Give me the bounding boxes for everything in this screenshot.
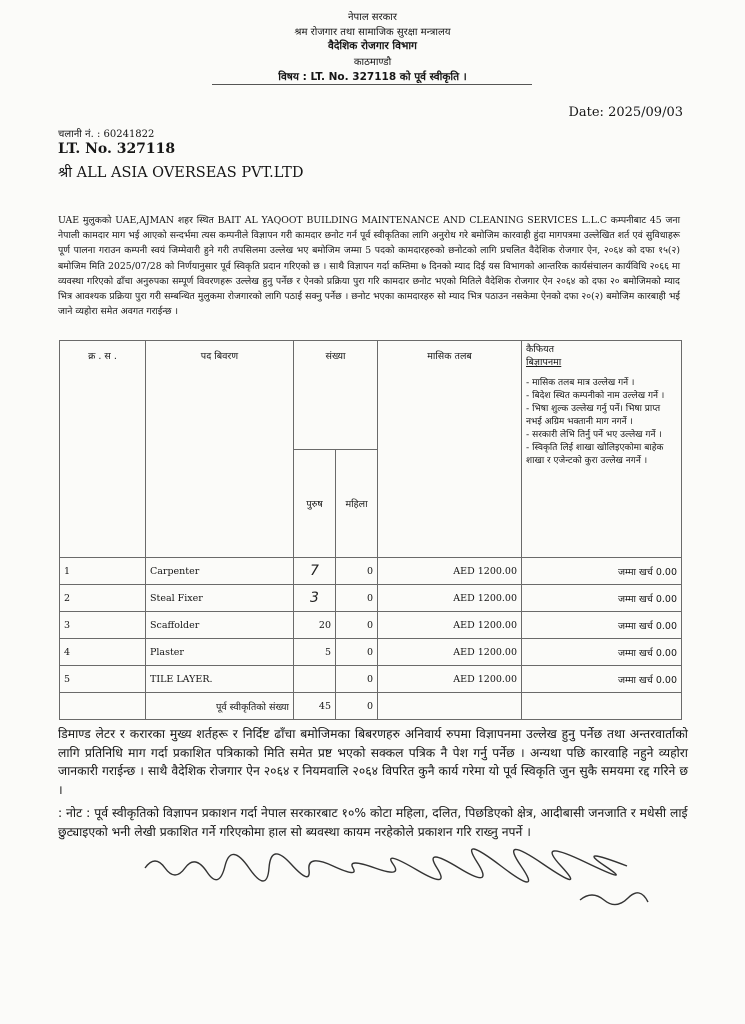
remarks-item: - बिदेश स्थित कम्पनीको नाम उल्लेख गर्ने । [526,391,665,401]
row-post: TILE LAYER. [146,666,294,693]
row-male: 20 [294,612,336,639]
dispatch-number: चलानी नं. : 60241822 [58,129,155,140]
header-male: पुरुष [294,450,336,558]
header-sn: क्र . स . [60,341,146,558]
row-total: जम्मा खर्च 0.00 [522,585,682,612]
row-total: जम्मा खर्च 0.00 [522,639,682,666]
row-salary: AED 1200.00 [378,666,522,693]
row-male: 7 [294,558,336,585]
row-total: जम्मा खर्च 0.00 [522,558,682,585]
header-salary: मासिक तलब [378,341,522,558]
subject-underline [212,84,532,85]
subject-line: विषय : LT. No. 327118 को पूर्व स्वीकृति । [278,71,467,83]
row-female: 0 [336,639,378,666]
remarks-cell [522,341,682,558]
lt-number: LT. No. 327118 [58,141,176,157]
row-total: जम्मा खर्च 0.00 [522,612,682,639]
remarks-subtitle: बिज्ञापनमा [526,357,562,368]
row-total: जम्मा खर्च 0.00 [522,666,682,693]
row-sn: 2 [60,585,146,612]
total-remarks-empty [522,693,682,720]
department-name: वैदेशिक रोजगार विभाग [328,40,417,52]
row-salary: AED 1200.00 [378,558,522,585]
row-post: Plaster [146,639,294,666]
total-row [60,693,682,720]
remarks-item: - मासिक तलब मात्र उल्लेख गर्ने । [526,378,635,388]
ministry-name: श्रम रोजगार तथा सामाजिक सुरक्षा मन्त्रालय [294,27,451,38]
remarks-item: - भिषा शुल्क उल्लेख गर्नु पर्ने। भिषा प्राप्त नभई अग्रिम भक्तानी माग नगर्ने । [526,404,661,427]
row-post: Carpenter [146,558,294,585]
city-name: काठमाण्डौ [353,57,392,68]
handwritten-annotation [140,848,680,918]
row-male: 5 [294,639,336,666]
row-female: 0 [336,612,378,639]
row-sn: 3 [60,612,146,639]
header-post: पद बिवरण [146,341,294,558]
row-salary: AED 1200.00 [378,639,522,666]
row-sn: 1 [60,558,146,585]
remarks-list [526,377,677,468]
table-row [60,558,682,585]
table-row [60,585,682,612]
row-post: Scaffolder [146,612,294,639]
total-label: पूर्व स्वीकृतिको संख्या [146,693,294,720]
addressee: श्री ALL ASIA OVERSEAS PVT.LTD [58,165,304,181]
row-sn: 4 [60,639,146,666]
remarks-title: कैफियत [526,344,555,355]
note-paragraph: : नोट : पूर्व स्वीकृतिको विज्ञापन प्रकाशन गर्दा नेपाल सरकारबाट १०% कोटा महिला, दलित, पिछडिएको क्षेत्र, आदीबासी जनजाति र मधेसी लाई छुट्याइएको भनी लेखी प्रकाशित गर्ने गरिएकोमा हाल सो ब्यवस्था कायम नरहेकोले प्रकाशन गरि राख्नु नपर्ने । [58,806,688,839]
row-salary: AED 1200.00 [378,612,522,639]
row-female: 0 [336,558,378,585]
row-male [294,666,336,693]
total-empty [60,693,146,720]
row-sn: 5 [60,666,146,693]
office-line-1: नेपाल सरकार [348,12,397,23]
remarks-item: - सरकारी लेभि तिर्नु पर्ने भए उल्लेख गर्ने । [526,430,662,440]
row-female: 0 [336,666,378,693]
row-female: 0 [336,585,378,612]
header-count: संख्या [294,341,378,450]
footer-paragraph: डिमाण्ड लेटर र करारका मुख्य शर्तहरू र निर्दिष्ट ढाँचा बमोजिमका बिबरणहरु अनिवार्य रुपमा विज्ञापनमा उल्लेख हुनु पर्नेछ तथा अन्तरवार्ताको लागि प्रतिनिधि माग गर्दा प्रकाशित पत्रिकाको मिति समेत प्रष्ट भएको सक्कल पत्रिक नै पेश गर्नु पर्नेछ । अन्यथा पछि कारवाहि नहुने व्यहोरा जानकारी गराईन्छ । साथै वैदेशिक रोजगार ऐन २०६४ र नियमवालि २०६४ विपरित कुनै कार्य गरेमा यो पूर्व स्विकृति जुन सुकै समयमा रद्द गरिने छ । [58,727,688,797]
total-male: 45 [294,693,336,720]
total-female: 0 [336,693,378,720]
row-salary: AED 1200.00 [378,585,522,612]
row-post: Steal Fixer [146,585,294,612]
letter-date: Date: 2025/09/03 [568,105,683,120]
table-row [60,666,682,693]
approval-table [59,340,682,720]
table-row [60,612,682,639]
remarks-item: - स्विकृति लिई शाखा खोलिइएकोमा बाहेक शाखा र एजेन्टको कुरा उल्लेख नगर्ने । [526,443,664,466]
row-male: 3 [294,585,336,612]
body-paragraph: UAE मुलुकको UAE,AJMAN शहर स्थित BAIT AL YAQOOT BUILDING MAINTENANCE AND CLEANING SERVICES L.L.C कम्पनीबाट 45 जना नेपाली कामदार माग भई आएको सन्दर्भमा त्यस कम्पनीले विज्ञापन गरी कामदार छनोट गर्न पूर्व स्वीकृतिका लागि अनुरोध गरे बमोजिम कारवाही हुंदा मागपत्रमा उल्लेखित शर्त एवं सुविधाहरू पूर्ण पालना गराउन कम्पनी स्वयं जिम्मेवारी हुने गरी तपसिलमा उल्लेख भए बमोजिम जम्मा 5 पदको कामदारहरुको छनोटको लागि प्रचलित वैदेशिक रोजगार ऐन, २०६४ को दफा १५(२) बमोजिम मिति 2025/07/28 को निर्णयानुसार पूर्व स्विकृति प्रदान गरिएको छ । साथै विज्ञापन गर्दा कम्तिमा ७ दिनको म्याद दिई यस विभागको आन्तरिक कार्यसंचालन कार्यविधि २०६६ मा व्यवस्था गरिएको ढाँचा अनुरुपका सम्पूर्ण विवरणहरू उल्लेख हुनु पर्नेछ र ऐनको प्रक्रिया पुरा गरि कामदार छनोट भएको मितिले वैदेशिक रोजगार ऐन २०६४ को दफा २० बमोजिमको म्याद भित्र आवश्यक प्रक्रिया पुरा गरी सम्बन्धित मुलुकमा रोजगारको लागि पठाई सक्नु पर्नेछ । छनोट भएका कामदारहरु सो म्याद भित्र पठाउन नसकेमा ऐनको दफा २०(२) बमोजिम कारबाही भई जाने व्यहोरा समेत अवगत गराईन्छ । [58,215,680,318]
total-salary-empty [378,693,522,720]
header-female: महिला [336,450,378,558]
table-row [60,639,682,666]
